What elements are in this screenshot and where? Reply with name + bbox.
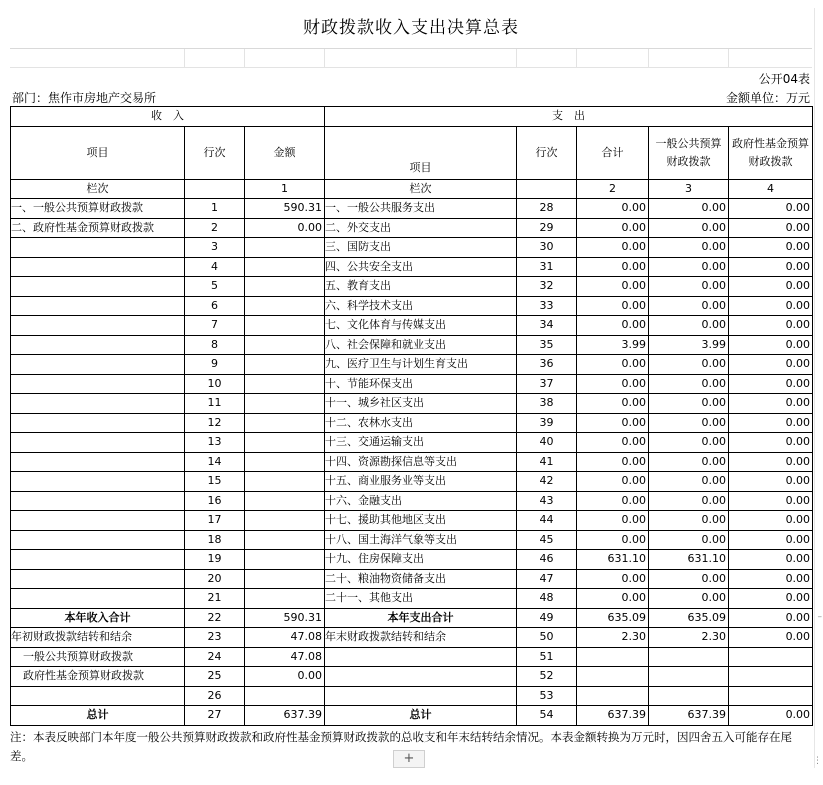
income-row-no-cell: 12 bbox=[185, 413, 245, 433]
resize-handle-icon[interactable]: ⋮ bbox=[813, 756, 822, 766]
income-item-cell bbox=[11, 394, 185, 414]
income-item-cell: 本年收入合计 bbox=[11, 608, 185, 628]
general-budget-cell: 0.00 bbox=[649, 511, 729, 531]
table-row bbox=[11, 335, 813, 355]
expense-total-cell: 0.00 bbox=[577, 413, 649, 433]
income-row-no-cell: 26 bbox=[185, 686, 245, 706]
expense-row-no-cell: 49 bbox=[517, 608, 577, 628]
table-row bbox=[11, 199, 813, 219]
income-row-no-cell: 11 bbox=[185, 394, 245, 414]
expense-row-no-cell: 52 bbox=[517, 667, 577, 687]
income-item-cell bbox=[11, 277, 185, 297]
general-budget-cell bbox=[649, 686, 729, 706]
gov-fund-cell: 0.00 bbox=[729, 355, 813, 375]
col-index-2: 2 bbox=[577, 179, 649, 199]
expense-item-cell: 二十、粮油物资储备支出 bbox=[325, 569, 517, 589]
income-amount-cell bbox=[245, 472, 325, 492]
income-amount-cell: 637.39 bbox=[245, 706, 325, 726]
expense-total-cell: 0.00 bbox=[577, 355, 649, 375]
table-row bbox=[11, 647, 813, 667]
income-item-cell bbox=[11, 589, 185, 609]
income-amount-cell: 0.00 bbox=[245, 218, 325, 238]
income-amount-cell bbox=[245, 491, 325, 511]
income-item-cell: 政府性基金预算财政拨款 bbox=[11, 667, 185, 687]
gov-fund-cell: 0.00 bbox=[729, 569, 813, 589]
table-row bbox=[11, 374, 813, 394]
general-budget-cell: 0.00 bbox=[649, 569, 729, 589]
col-index-4: 4 bbox=[729, 179, 813, 199]
income-item-cell bbox=[11, 491, 185, 511]
general-budget-cell: 0.00 bbox=[649, 413, 729, 433]
income-row-no-cell: 14 bbox=[185, 452, 245, 472]
expense-total-cell: 0.00 bbox=[577, 316, 649, 336]
expense-total-cell: 0.00 bbox=[577, 199, 649, 219]
income-item-cell bbox=[11, 433, 185, 453]
expense-total-cell: 0.00 bbox=[577, 277, 649, 297]
income-amount-cell: 590.31 bbox=[245, 608, 325, 628]
gov-fund-cell: 0.00 bbox=[729, 706, 813, 726]
income-item-cell bbox=[11, 452, 185, 472]
general-budget-cell: 0.00 bbox=[649, 257, 729, 277]
table-row bbox=[11, 277, 813, 297]
general-budget-cell: 2.30 bbox=[649, 628, 729, 648]
expense-total-cell: 0.00 bbox=[577, 374, 649, 394]
expense-item-cell: 八、社会保障和就业支出 bbox=[325, 335, 517, 355]
income-row-no-cell: 9 bbox=[185, 355, 245, 375]
expense-item-cell: 总计 bbox=[325, 706, 517, 726]
income-item-cell bbox=[11, 569, 185, 589]
income-item-cell: 年初财政拨款结转和结余 bbox=[11, 628, 185, 648]
table-row bbox=[11, 296, 813, 316]
add-sheet-button[interactable]: + bbox=[393, 750, 425, 768]
expense-item-cell: 年末财政拨款结转和结余 bbox=[325, 628, 517, 648]
gov-fund-cell: 0.00 bbox=[729, 296, 813, 316]
general-budget-cell: 0.00 bbox=[649, 394, 729, 414]
income-amount-cell bbox=[245, 394, 325, 414]
income-row-no-cell: 24 bbox=[185, 647, 245, 667]
table-row bbox=[11, 550, 813, 570]
income-row-no-cell: 15 bbox=[185, 472, 245, 492]
gov-fund-cell bbox=[729, 667, 813, 687]
expense-row-no-cell: 46 bbox=[517, 550, 577, 570]
income-item-cell bbox=[11, 296, 185, 316]
expense-row-no-cell: 43 bbox=[517, 491, 577, 511]
table-row bbox=[11, 355, 813, 375]
expense-total-cell: 0.00 bbox=[577, 589, 649, 609]
expense-item-cell: 九、医疗卫生与计划生育支出 bbox=[325, 355, 517, 375]
expense-row-no-cell: 44 bbox=[517, 511, 577, 531]
income-item-cell bbox=[11, 335, 185, 355]
expense-total-cell bbox=[577, 647, 649, 667]
department-row bbox=[10, 87, 812, 106]
expense-row-no-cell: 48 bbox=[517, 589, 577, 609]
expense-row-no-cell: 53 bbox=[517, 686, 577, 706]
expense-row-no-cell: 30 bbox=[517, 238, 577, 258]
expense-row-no-header: 行次 bbox=[517, 126, 577, 179]
table-row bbox=[11, 452, 813, 472]
income-row-no-cell: 27 bbox=[185, 706, 245, 726]
general-budget-cell: 0.00 bbox=[649, 238, 729, 258]
income-amount-cell bbox=[245, 511, 325, 531]
expense-item-cell: 本年支出合计 bbox=[325, 608, 517, 628]
expense-item-cell: 十九、住房保障支出 bbox=[325, 550, 517, 570]
income-amount-cell bbox=[245, 413, 325, 433]
expense-row-no-cell: 31 bbox=[517, 257, 577, 277]
table-row bbox=[11, 686, 813, 706]
expense-item-cell: 四、公共安全支出 bbox=[325, 257, 517, 277]
gov-fund-cell: 0.00 bbox=[729, 413, 813, 433]
income-row-no-cell: 1 bbox=[185, 199, 245, 219]
expense-total-cell bbox=[577, 686, 649, 706]
income-row-no-cell: 23 bbox=[185, 628, 245, 648]
scroll-marker-icon: – bbox=[817, 612, 822, 622]
income-row-no-cell: 2 bbox=[185, 218, 245, 238]
expense-row-no-cell: 51 bbox=[517, 647, 577, 667]
empty-cell bbox=[517, 179, 577, 199]
income-item-cell bbox=[11, 511, 185, 531]
income-amount-cell bbox=[245, 257, 325, 277]
expense-total-cell: 631.10 bbox=[577, 550, 649, 570]
gov-fund-header: 政府性基金预算财政拨款 bbox=[729, 126, 813, 179]
expense-item-cell: 十四、资源勘探信息等支出 bbox=[325, 452, 517, 472]
income-item-cell: 一、一般公共预算财政拨款 bbox=[11, 199, 185, 219]
gov-fund-cell: 0.00 bbox=[729, 433, 813, 453]
expense-total-cell: 3.99 bbox=[577, 335, 649, 355]
section-header-row bbox=[11, 107, 813, 127]
income-item-cell bbox=[11, 238, 185, 258]
expense-row-no-cell: 33 bbox=[517, 296, 577, 316]
col-index-1: 1 bbox=[245, 179, 325, 199]
general-budget-cell: 3.99 bbox=[649, 335, 729, 355]
vertical-scrollbar[interactable] bbox=[814, 8, 823, 768]
gov-fund-cell bbox=[729, 647, 813, 667]
table-row bbox=[11, 394, 813, 414]
expense-row-no-cell: 37 bbox=[517, 374, 577, 394]
expense-item-cell: 十二、农林水支出 bbox=[325, 413, 517, 433]
income-amount-cell bbox=[245, 335, 325, 355]
gov-fund-cell: 0.00 bbox=[729, 550, 813, 570]
expense-item-cell: 五、教育支出 bbox=[325, 277, 517, 297]
gov-fund-cell: 0.00 bbox=[729, 257, 813, 277]
table-row bbox=[11, 608, 813, 628]
income-row-no-cell: 10 bbox=[185, 374, 245, 394]
expense-item-cell: 十三、交通运输支出 bbox=[325, 433, 517, 453]
income-item-cell: 总计 bbox=[11, 706, 185, 726]
form-code-row bbox=[10, 68, 812, 87]
empty-cell bbox=[185, 179, 245, 199]
income-amount-cell bbox=[245, 433, 325, 453]
expense-item-cell: 二、外交支出 bbox=[325, 218, 517, 238]
form-code: 公开04表 bbox=[758, 72, 810, 86]
income-amount-cell: 0.00 bbox=[245, 667, 325, 687]
expense-item-cell: 十六、金融支出 bbox=[325, 491, 517, 511]
expense-item-cell: 十七、援助其他地区支出 bbox=[325, 511, 517, 531]
expense-row-no-cell: 41 bbox=[517, 452, 577, 472]
income-item-cell bbox=[11, 530, 185, 550]
gov-fund-cell: 0.00 bbox=[729, 316, 813, 336]
expense-total-cell: 637.39 bbox=[577, 706, 649, 726]
expense-item-cell: 十八、国土海洋气象等支出 bbox=[325, 530, 517, 550]
gov-fund-cell: 0.00 bbox=[729, 628, 813, 648]
income-item-cell bbox=[11, 316, 185, 336]
finance-table bbox=[10, 106, 813, 726]
expense-total-cell: 0.00 bbox=[577, 491, 649, 511]
expense-row-no-cell: 28 bbox=[517, 199, 577, 219]
gov-fund-cell: 0.00 bbox=[729, 238, 813, 258]
income-item-cell bbox=[11, 374, 185, 394]
income-row-no-header: 行次 bbox=[185, 126, 245, 179]
gov-fund-cell: 0.00 bbox=[729, 394, 813, 414]
expense-item-cell: 三、国防支出 bbox=[325, 238, 517, 258]
expense-item-cell: 十一、城乡社区支出 bbox=[325, 394, 517, 414]
gov-fund-cell: 0.00 bbox=[729, 491, 813, 511]
gov-fund-cell: 0.00 bbox=[729, 511, 813, 531]
income-row-no-cell: 8 bbox=[185, 335, 245, 355]
expense-row-no-cell: 34 bbox=[517, 316, 577, 336]
expense-row-no-cell: 42 bbox=[517, 472, 577, 492]
income-row-no-cell: 21 bbox=[185, 589, 245, 609]
general-budget-cell: 631.10 bbox=[649, 550, 729, 570]
gov-fund-cell: 0.00 bbox=[729, 374, 813, 394]
income-amount-cell: 47.08 bbox=[245, 628, 325, 648]
income-amount-cell: 590.31 bbox=[245, 199, 325, 219]
table-row bbox=[11, 589, 813, 609]
expense-row-no-cell: 35 bbox=[517, 335, 577, 355]
col-index-3: 3 bbox=[649, 179, 729, 199]
expense-section-header: 支 出 bbox=[325, 107, 813, 127]
income-amount-header: 金额 bbox=[245, 126, 325, 179]
income-row-no-cell: 19 bbox=[185, 550, 245, 570]
income-row-no-cell: 6 bbox=[185, 296, 245, 316]
general-budget-cell bbox=[649, 647, 729, 667]
income-row-no-cell: 16 bbox=[185, 491, 245, 511]
general-budget-cell: 0.00 bbox=[649, 218, 729, 238]
report-title: 财政拨款收入支出决算总表 bbox=[10, 8, 812, 49]
income-item-header: 项目 bbox=[11, 126, 185, 179]
table-row bbox=[11, 257, 813, 277]
income-amount-cell bbox=[245, 530, 325, 550]
income-row-no-cell: 3 bbox=[185, 238, 245, 258]
income-row-no-cell: 4 bbox=[185, 257, 245, 277]
table-row bbox=[11, 628, 813, 648]
table-row bbox=[11, 569, 813, 589]
table-row bbox=[11, 218, 813, 238]
income-item-cell bbox=[11, 355, 185, 375]
expense-total-cell: 0.00 bbox=[577, 530, 649, 550]
income-amount-cell bbox=[245, 569, 325, 589]
expense-row-no-cell: 50 bbox=[517, 628, 577, 648]
expense-total-cell: 0.00 bbox=[577, 218, 649, 238]
income-row-no-cell: 5 bbox=[185, 277, 245, 297]
expense-item-cell: 二十一、其他支出 bbox=[325, 589, 517, 609]
expense-total-cell: 0.00 bbox=[577, 472, 649, 492]
income-amount-cell bbox=[245, 277, 325, 297]
expense-row-no-cell: 32 bbox=[517, 277, 577, 297]
income-item-cell: 一般公共预算财政拨款 bbox=[11, 647, 185, 667]
income-amount-cell bbox=[245, 374, 325, 394]
table-row bbox=[11, 706, 813, 726]
table-row bbox=[11, 238, 813, 258]
expense-item-cell bbox=[325, 647, 517, 667]
income-amount-cell bbox=[245, 686, 325, 706]
income-item-cell bbox=[11, 257, 185, 277]
general-budget-cell: 0.00 bbox=[649, 374, 729, 394]
income-col-label: 栏次 bbox=[11, 179, 185, 199]
expense-row-no-cell: 47 bbox=[517, 569, 577, 589]
general-budget-cell: 0.00 bbox=[649, 589, 729, 609]
expense-total-cell: 0.00 bbox=[577, 511, 649, 531]
expense-item-cell bbox=[325, 686, 517, 706]
gov-fund-cell: 0.00 bbox=[729, 277, 813, 297]
table-row bbox=[11, 530, 813, 550]
general-budget-cell: 0.00 bbox=[649, 472, 729, 492]
income-row-no-cell: 20 bbox=[185, 569, 245, 589]
income-row-no-cell: 25 bbox=[185, 667, 245, 687]
general-budget-cell: 0.00 bbox=[649, 452, 729, 472]
income-amount-cell bbox=[245, 316, 325, 336]
expense-total-cell: 0.00 bbox=[577, 394, 649, 414]
income-row-no-cell: 17 bbox=[185, 511, 245, 531]
income-row-no-cell: 22 bbox=[185, 608, 245, 628]
expense-row-no-cell: 29 bbox=[517, 218, 577, 238]
income-row-no-cell: 13 bbox=[185, 433, 245, 453]
expense-total-cell: 0.00 bbox=[577, 257, 649, 277]
income-item-cell bbox=[11, 550, 185, 570]
gov-fund-cell: 0.00 bbox=[729, 608, 813, 628]
expense-total-cell: 0.00 bbox=[577, 238, 649, 258]
income-row-no-cell: 18 bbox=[185, 530, 245, 550]
income-amount-cell bbox=[245, 589, 325, 609]
expense-item-cell: 七、文化体育与传媒支出 bbox=[325, 316, 517, 336]
table-row bbox=[11, 413, 813, 433]
gov-fund-cell bbox=[729, 686, 813, 706]
gov-fund-cell: 0.00 bbox=[729, 199, 813, 219]
table-row bbox=[11, 472, 813, 492]
general-budget-header: 一般公共预算财政拨款 bbox=[649, 126, 729, 179]
expense-total-cell: 0.00 bbox=[577, 569, 649, 589]
income-item-cell: 二、政府性基金预算财政拨款 bbox=[11, 218, 185, 238]
department-label: 部门：焦作市房地产交易所 bbox=[12, 91, 157, 105]
expense-row-no-cell: 39 bbox=[517, 413, 577, 433]
income-row-no-cell: 7 bbox=[185, 316, 245, 336]
income-item-cell bbox=[11, 413, 185, 433]
expense-row-no-cell: 45 bbox=[517, 530, 577, 550]
table-row bbox=[11, 491, 813, 511]
footnote: 注：本表反映部门本年度一般公共预算财政拨款和政府性基金预算财政拨款的总收支和年末结转结余情况。本表金额转换为万元时，因四舍五入可能存在尾差。 bbox=[10, 729, 792, 763]
expense-item-cell: 一、一般公共服务支出 bbox=[325, 199, 517, 219]
column-index-row bbox=[11, 179, 813, 199]
general-budget-cell: 0.00 bbox=[649, 433, 729, 453]
general-budget-cell: 0.00 bbox=[649, 199, 729, 219]
expense-total-cell: 0.00 bbox=[577, 296, 649, 316]
expense-item-header: 项目 bbox=[325, 126, 517, 179]
general-budget-cell: 0.00 bbox=[649, 277, 729, 297]
general-budget-cell: 0.00 bbox=[649, 491, 729, 511]
gov-fund-cell: 0.00 bbox=[729, 335, 813, 355]
general-budget-cell: 637.39 bbox=[649, 706, 729, 726]
income-amount-cell bbox=[245, 296, 325, 316]
income-amount-cell bbox=[245, 550, 325, 570]
income-item-cell bbox=[11, 686, 185, 706]
general-budget-cell bbox=[649, 667, 729, 687]
gov-fund-cell: 0.00 bbox=[729, 218, 813, 238]
expense-total-cell: 0.00 bbox=[577, 452, 649, 472]
income-amount-cell bbox=[245, 238, 325, 258]
general-budget-cell: 635.09 bbox=[649, 608, 729, 628]
gov-fund-cell: 0.00 bbox=[729, 589, 813, 609]
table-row bbox=[11, 316, 813, 336]
column-header-row bbox=[11, 126, 813, 179]
expense-total-cell: 635.09 bbox=[577, 608, 649, 628]
income-amount-cell bbox=[245, 452, 325, 472]
expense-row-no-cell: 54 bbox=[517, 706, 577, 726]
expense-row-no-cell: 40 bbox=[517, 433, 577, 453]
table-row bbox=[11, 433, 813, 453]
expense-row-no-cell: 36 bbox=[517, 355, 577, 375]
expense-item-cell: 十五、商业服务业等支出 bbox=[325, 472, 517, 492]
general-budget-cell: 0.00 bbox=[649, 530, 729, 550]
expense-row-no-cell: 38 bbox=[517, 394, 577, 414]
gov-fund-cell: 0.00 bbox=[729, 472, 813, 492]
expense-col-label: 栏次 bbox=[325, 179, 517, 199]
gov-fund-cell: 0.00 bbox=[729, 452, 813, 472]
expense-item-cell: 六、科学技术支出 bbox=[325, 296, 517, 316]
expense-total-cell: 0.00 bbox=[577, 433, 649, 453]
table-row bbox=[11, 511, 813, 531]
income-amount-cell: 47.08 bbox=[245, 647, 325, 667]
income-item-cell bbox=[11, 472, 185, 492]
income-amount-cell bbox=[245, 355, 325, 375]
unit-label: 金额单位：万元 bbox=[725, 91, 810, 105]
expense-total-header: 合计 bbox=[577, 126, 649, 179]
general-budget-cell: 0.00 bbox=[649, 355, 729, 375]
general-budget-cell: 0.00 bbox=[649, 316, 729, 336]
blank-grid-row bbox=[10, 49, 812, 68]
general-budget-cell: 0.00 bbox=[649, 296, 729, 316]
table-row bbox=[11, 667, 813, 687]
income-section-header: 收 入 bbox=[11, 107, 325, 127]
expense-total-cell bbox=[577, 667, 649, 687]
expense-item-cell: 十、节能环保支出 bbox=[325, 374, 517, 394]
gov-fund-cell: 0.00 bbox=[729, 530, 813, 550]
expense-item-cell bbox=[325, 667, 517, 687]
expense-total-cell: 2.30 bbox=[577, 628, 649, 648]
report-sheet bbox=[10, 8, 812, 766]
